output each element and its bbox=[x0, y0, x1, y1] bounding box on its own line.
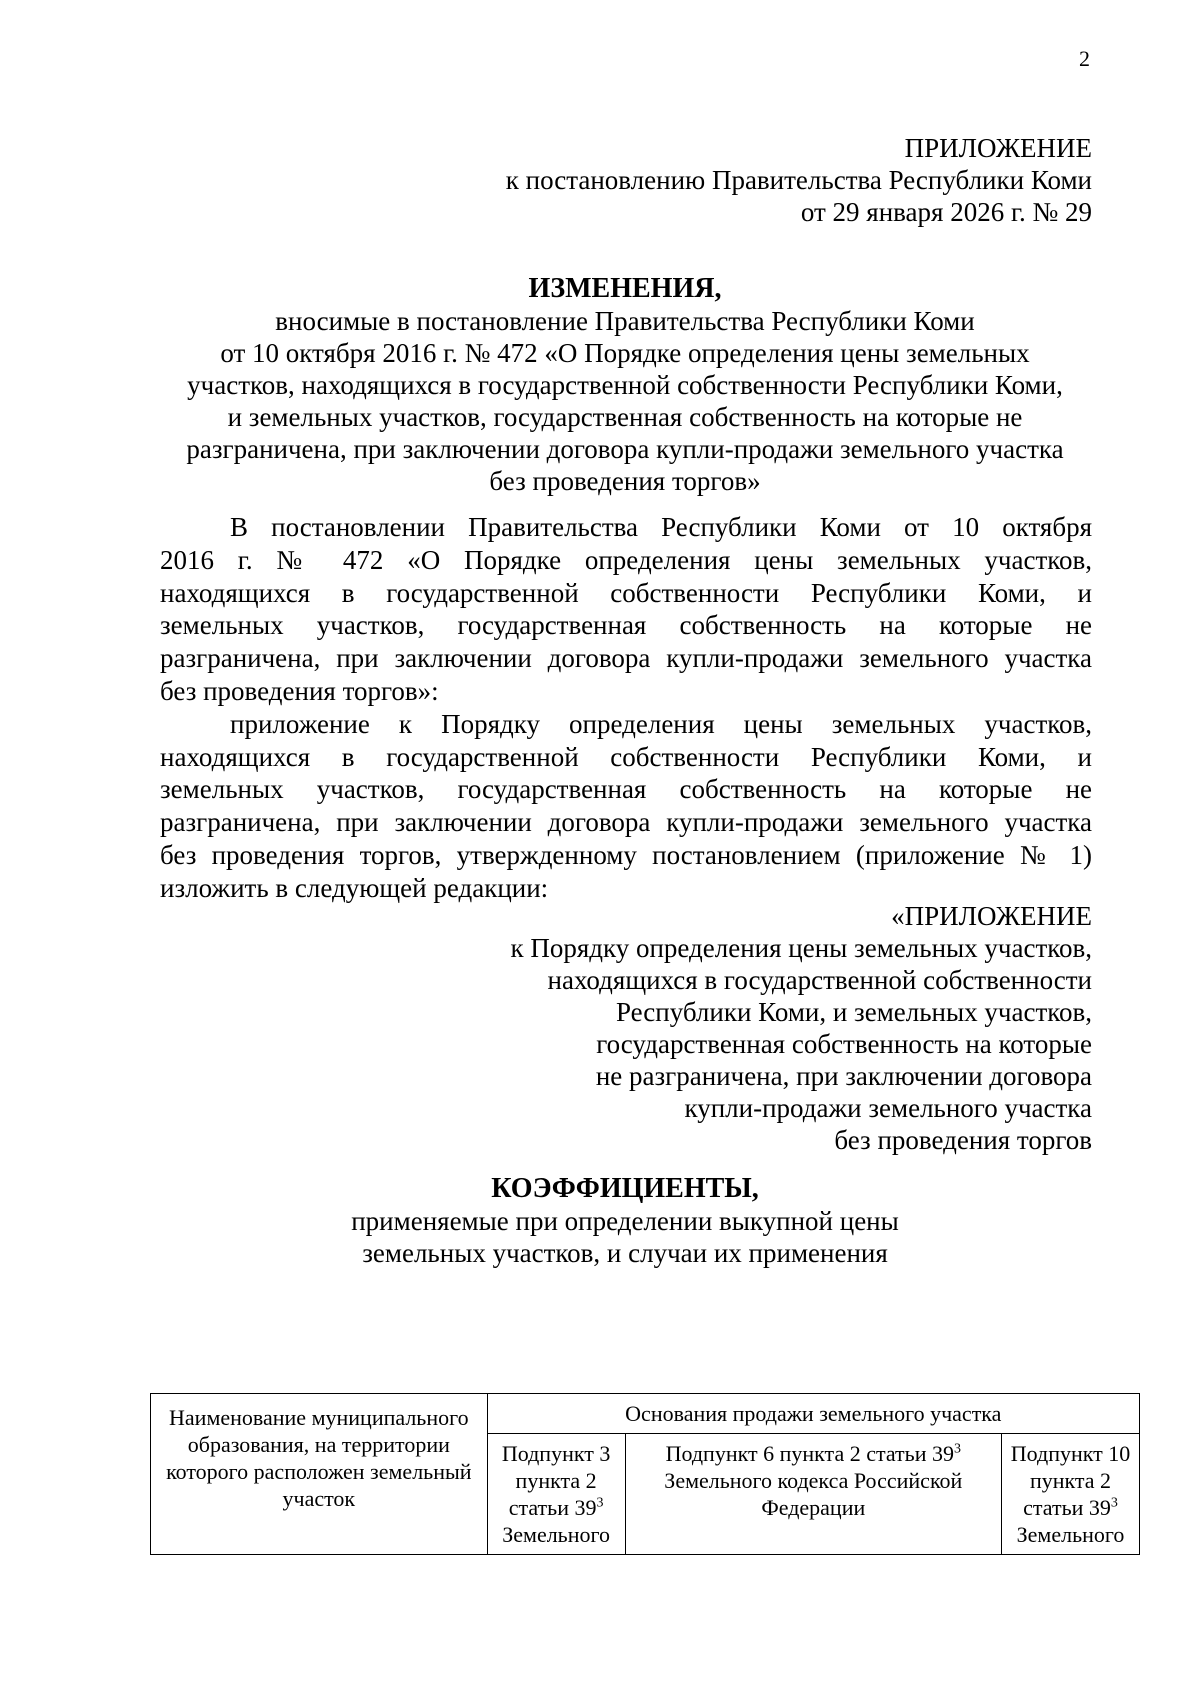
inner-appendix-line: не разграничена, при заключении договора bbox=[595, 1061, 1092, 1091]
superscript: 3 bbox=[596, 1495, 604, 1511]
subheader-cell bbox=[1002, 1434, 1140, 1555]
inner-appendix-line: купли-продажи земельного участка bbox=[684, 1093, 1092, 1123]
paragraph-line: В постановлении Правительства Республики Коми от 10 октября bbox=[230, 512, 1092, 542]
subheader-text: Подпункт 6 пункта 2 статьи 39 bbox=[665, 1441, 954, 1466]
paragraph-line: находящихся в государственной собственности Республики Коми, и bbox=[160, 577, 1092, 608]
municipality-header: Наименование муниципального образования, на территории которого расположен земельный участок bbox=[166, 1405, 472, 1511]
paragraph-line: без проведения торгов, утвержденному постановлением (приложение № 1) bbox=[160, 839, 1092, 870]
group-header: Основания продажи земельного участка bbox=[625, 1401, 1002, 1426]
superscript: 3 bbox=[953, 1441, 961, 1457]
paragraph-line: разграничена, при заключении договора купли-продажи земельного участка bbox=[160, 643, 1092, 674]
table-header-row bbox=[151, 1394, 1140, 1434]
group-header-cell bbox=[487, 1394, 1139, 1434]
inner-appendix-line: к Порядку определения цены земельных участков, bbox=[510, 933, 1092, 963]
coefficients-heading: КОЭФФИЦИЕНТЫ, bbox=[491, 1173, 759, 1204]
changes-line: разграничена, при заключении договора купли-продажи земельного участка bbox=[186, 434, 1064, 464]
inner-appendix-line: «ПРИЛОЖЕНИЕ bbox=[891, 901, 1092, 931]
subheader-text: Подпункт 10 пункта 2 статьи 39 bbox=[1010, 1441, 1131, 1520]
paragraph-1 bbox=[160, 511, 1092, 905]
inner-appendix bbox=[510, 900, 1092, 1156]
coefficients-line: применяемые при определении выкупной цены bbox=[351, 1206, 899, 1236]
changes-line: без проведения торгов» bbox=[489, 466, 761, 496]
coefficients-table bbox=[150, 1393, 1140, 1555]
inner-appendix-line: государственная собственность на которые bbox=[596, 1029, 1092, 1059]
changes-line: и земельных участков, государственная собственность на которые не bbox=[227, 402, 1023, 432]
changes-heading: ИЗМЕНЕНИЯ, bbox=[528, 273, 722, 304]
changes-line: от 10 октября 2016 г. № 472 «О Порядке определения цены земельных bbox=[220, 338, 1030, 368]
inner-appendix-line: Республики Коми, и земельных участков, bbox=[615, 997, 1092, 1027]
subheader-cell bbox=[487, 1434, 625, 1555]
paragraph-line: изложить в следующей редакции: bbox=[160, 872, 549, 903]
paragraph-line: разграничена, при заключении договора купли-продажи земельного участка bbox=[160, 807, 1092, 838]
paragraph-line: находящихся в государственной собственности Республики Коми, и bbox=[160, 741, 1092, 772]
subheader-text: Земельного bbox=[502, 1522, 610, 1547]
paragraph-line: земельных участков, государственная собственность на которые не bbox=[160, 610, 1092, 641]
paragraph-line: 2016 г. № 472 «О Порядке определения цены земельных участков, bbox=[160, 544, 1092, 575]
paragraph-line: приложение к Порядку определения цены земельных участков, bbox=[230, 708, 1092, 739]
appendix-title: ПРИЛОЖЕНИЕ bbox=[904, 133, 1092, 163]
paragraph-line: земельных участков, государственная собственность на которые не bbox=[160, 774, 1092, 805]
inner-appendix-line: без проведения торгов bbox=[834, 1125, 1092, 1155]
subheader-text: Земельного bbox=[1016, 1522, 1125, 1547]
changes-line: участков, находящихся в государственной собственности Республики Коми, bbox=[187, 370, 1063, 400]
subheader-cell bbox=[625, 1434, 1001, 1555]
appendix-line: к постановлению Правительства Республики Коми bbox=[505, 165, 1092, 195]
page-number: 2 bbox=[1079, 46, 1090, 71]
appendix-date: от 29 января 2026 г. № 29 bbox=[800, 197, 1092, 227]
subheader-text: Подпункт 3 пункта 2 статьи 39 bbox=[501, 1441, 611, 1520]
subheader-text: Земельного кодекса Российской Федерации bbox=[664, 1468, 963, 1520]
superscript: 3 bbox=[1110, 1495, 1118, 1511]
coefficients-line: земельных участков, и случаи их применения bbox=[362, 1238, 888, 1268]
coefficients-block bbox=[160, 1173, 1090, 1269]
municipality-header-cell bbox=[151, 1394, 488, 1555]
changes-block bbox=[160, 273, 1090, 497]
changes-line: вносимые в постановление Правительства Республики Коми bbox=[275, 306, 975, 336]
inner-appendix-line: находящихся в государственной собственности bbox=[547, 965, 1092, 995]
paragraph-line: без проведения торгов»: bbox=[160, 675, 439, 706]
appendix-header bbox=[506, 132, 1092, 228]
